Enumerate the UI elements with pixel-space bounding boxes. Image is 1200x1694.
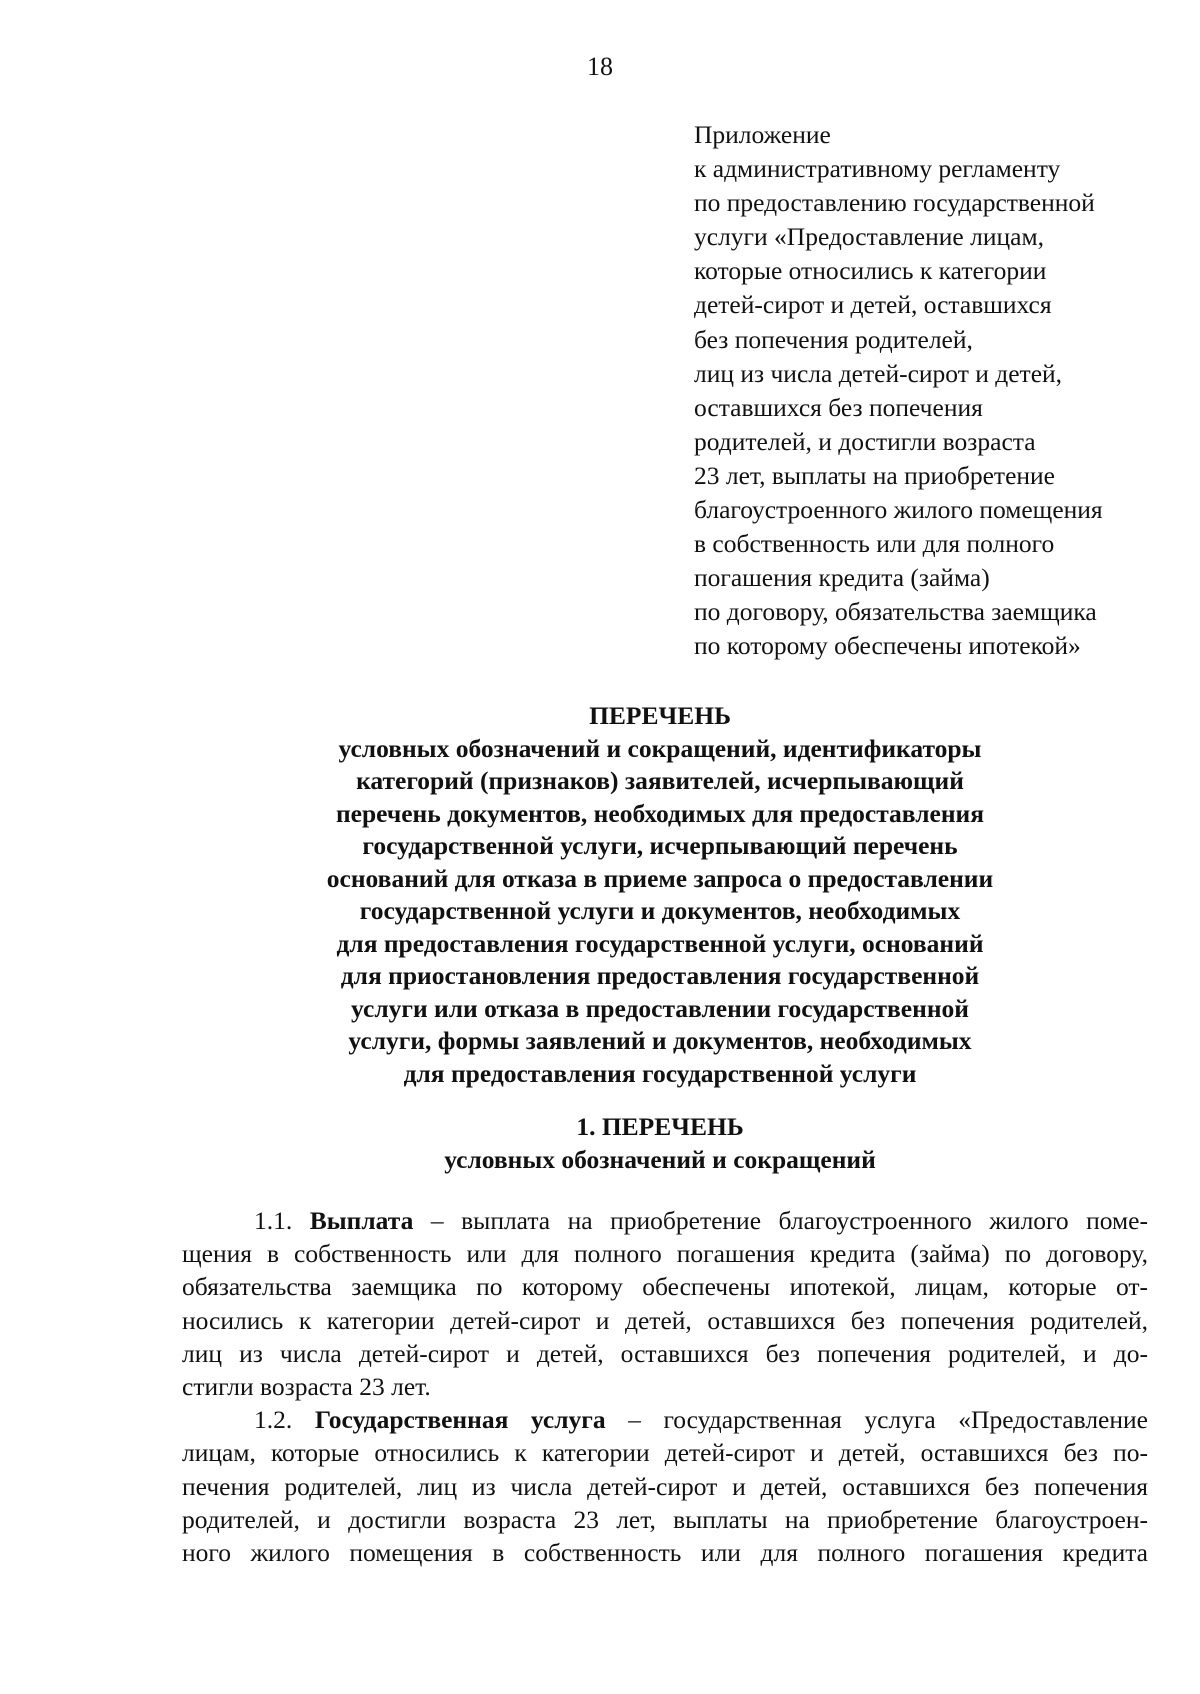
paragraph-line: родителей, и достигли возраста 23 лет, выплаты на приобретение благоустроен- bbox=[182, 1504, 1148, 1534]
annex-line: родителей, и достигли возраста bbox=[694, 426, 1036, 456]
title-line: услуги, формы заявлений и документов, необходимых bbox=[348, 1026, 972, 1055]
annex-header bbox=[694, 118, 1174, 664]
title-line: условных обозначений и сокращений, идентификаторы bbox=[338, 733, 982, 763]
term-label: Выплата bbox=[309, 1206, 414, 1235]
title-line: для предоставления государственной услуги bbox=[403, 1058, 917, 1088]
paragraph-line: печения родителей, лиц из числа детей-сирот и детей, оставшихся без попечения bbox=[182, 1471, 1148, 1501]
title-line: услуги или отказа в предоставлении государственной bbox=[351, 993, 969, 1023]
annex-line: по предоставлению государственной bbox=[694, 188, 1095, 218]
annex-line: по которому обеспечены ипотекой» bbox=[694, 631, 1081, 661]
paragraph-first-line bbox=[182, 1204, 1148, 1237]
body-text bbox=[182, 1204, 1148, 1569]
paragraph-text: – выплата на приобретение благоустроенного жилого поме- bbox=[413, 1206, 1148, 1235]
section-subtitle: условных обозначений и сокращений bbox=[444, 1145, 876, 1174]
annex-line: в собственность или для полного bbox=[694, 529, 1055, 559]
term-label: Государственная услуга bbox=[314, 1405, 606, 1435]
document-title bbox=[180, 700, 1140, 1090]
paragraph-first-line bbox=[182, 1403, 1148, 1436]
paragraph-line: стигли возраста 23 лет. bbox=[182, 1372, 431, 1402]
paragraph-number: 1.1. bbox=[254, 1206, 293, 1235]
paragraph-line: обязательства заемщика по которому обеспечены ипотекой, лицам, которые от- bbox=[182, 1272, 1148, 1302]
title-line: оснований для отказа в приеме запроса о предоставлении bbox=[326, 863, 994, 893]
title-word: ПЕРЕЧЕНЬ bbox=[589, 701, 731, 730]
title-line: для приостановления предоставления государственной bbox=[340, 961, 980, 990]
annex-line: Приложение bbox=[694, 120, 831, 149]
annex-line: по договору, обязательства заемщика bbox=[694, 597, 1097, 627]
annex-line: 23 лет, выплаты на приобретение bbox=[694, 460, 1055, 490]
page-number: 18 bbox=[587, 52, 613, 81]
paragraph-1-2 bbox=[182, 1403, 1148, 1569]
annex-line: детей-сирот и детей, оставшихся bbox=[694, 290, 1052, 320]
annex-line: погашения кредита (займа) bbox=[694, 563, 990, 593]
paragraph-line: щения в собственность или для полного погашения кредита (займа) по договору, bbox=[182, 1239, 1148, 1269]
paragraph-number: 1.2. bbox=[254, 1405, 293, 1435]
paragraph-line: лиц из числа детей-сирот и детей, оставшихся без попечения родителей, и до- bbox=[182, 1338, 1148, 1368]
paragraph-line: лицам, которые относились к категории детей-сирот и детей, оставшихся без по- bbox=[182, 1438, 1148, 1468]
annex-line: которые относились к категории bbox=[694, 256, 1047, 286]
paragraph-line: носились к категории детей-сирот и детей, оставшихся без попечения родителей, bbox=[182, 1305, 1148, 1335]
annex-line: лиц из числа детей-сирот и детей, bbox=[694, 358, 1063, 388]
title-line: для предоставления государственной услуги, оснований bbox=[336, 928, 984, 958]
annex-line: благоустроенного жилого помещения bbox=[694, 495, 1103, 525]
paragraph-1-1 bbox=[182, 1204, 1148, 1403]
annex-line: без попечения родителей, bbox=[694, 324, 973, 354]
title-line: категорий (признаков) заявителей, исчерпывающий bbox=[356, 766, 964, 795]
title-line: перечень документов, необходимых для предоставления bbox=[335, 798, 985, 828]
annex-line: к административному регламенту bbox=[694, 154, 1061, 184]
section-title: 1. ПЕРЕЧЕНЬ bbox=[576, 1112, 744, 1141]
title-line: государственной услуги и документов, необходимых bbox=[359, 896, 961, 925]
paragraph-text: – государственная услуга «Предоставление bbox=[605, 1405, 1148, 1435]
annex-line: оставшихся без попечения bbox=[694, 392, 983, 422]
section-1-heading bbox=[180, 1110, 1140, 1176]
annex-line: услуги «Предоставление лицам, bbox=[694, 222, 1044, 252]
title-line: государственной услуги, исчерпывающий перечень bbox=[362, 831, 958, 860]
paragraph-line: ного жилого помещения в собственность или для полного погашения кредита bbox=[182, 1538, 1148, 1568]
